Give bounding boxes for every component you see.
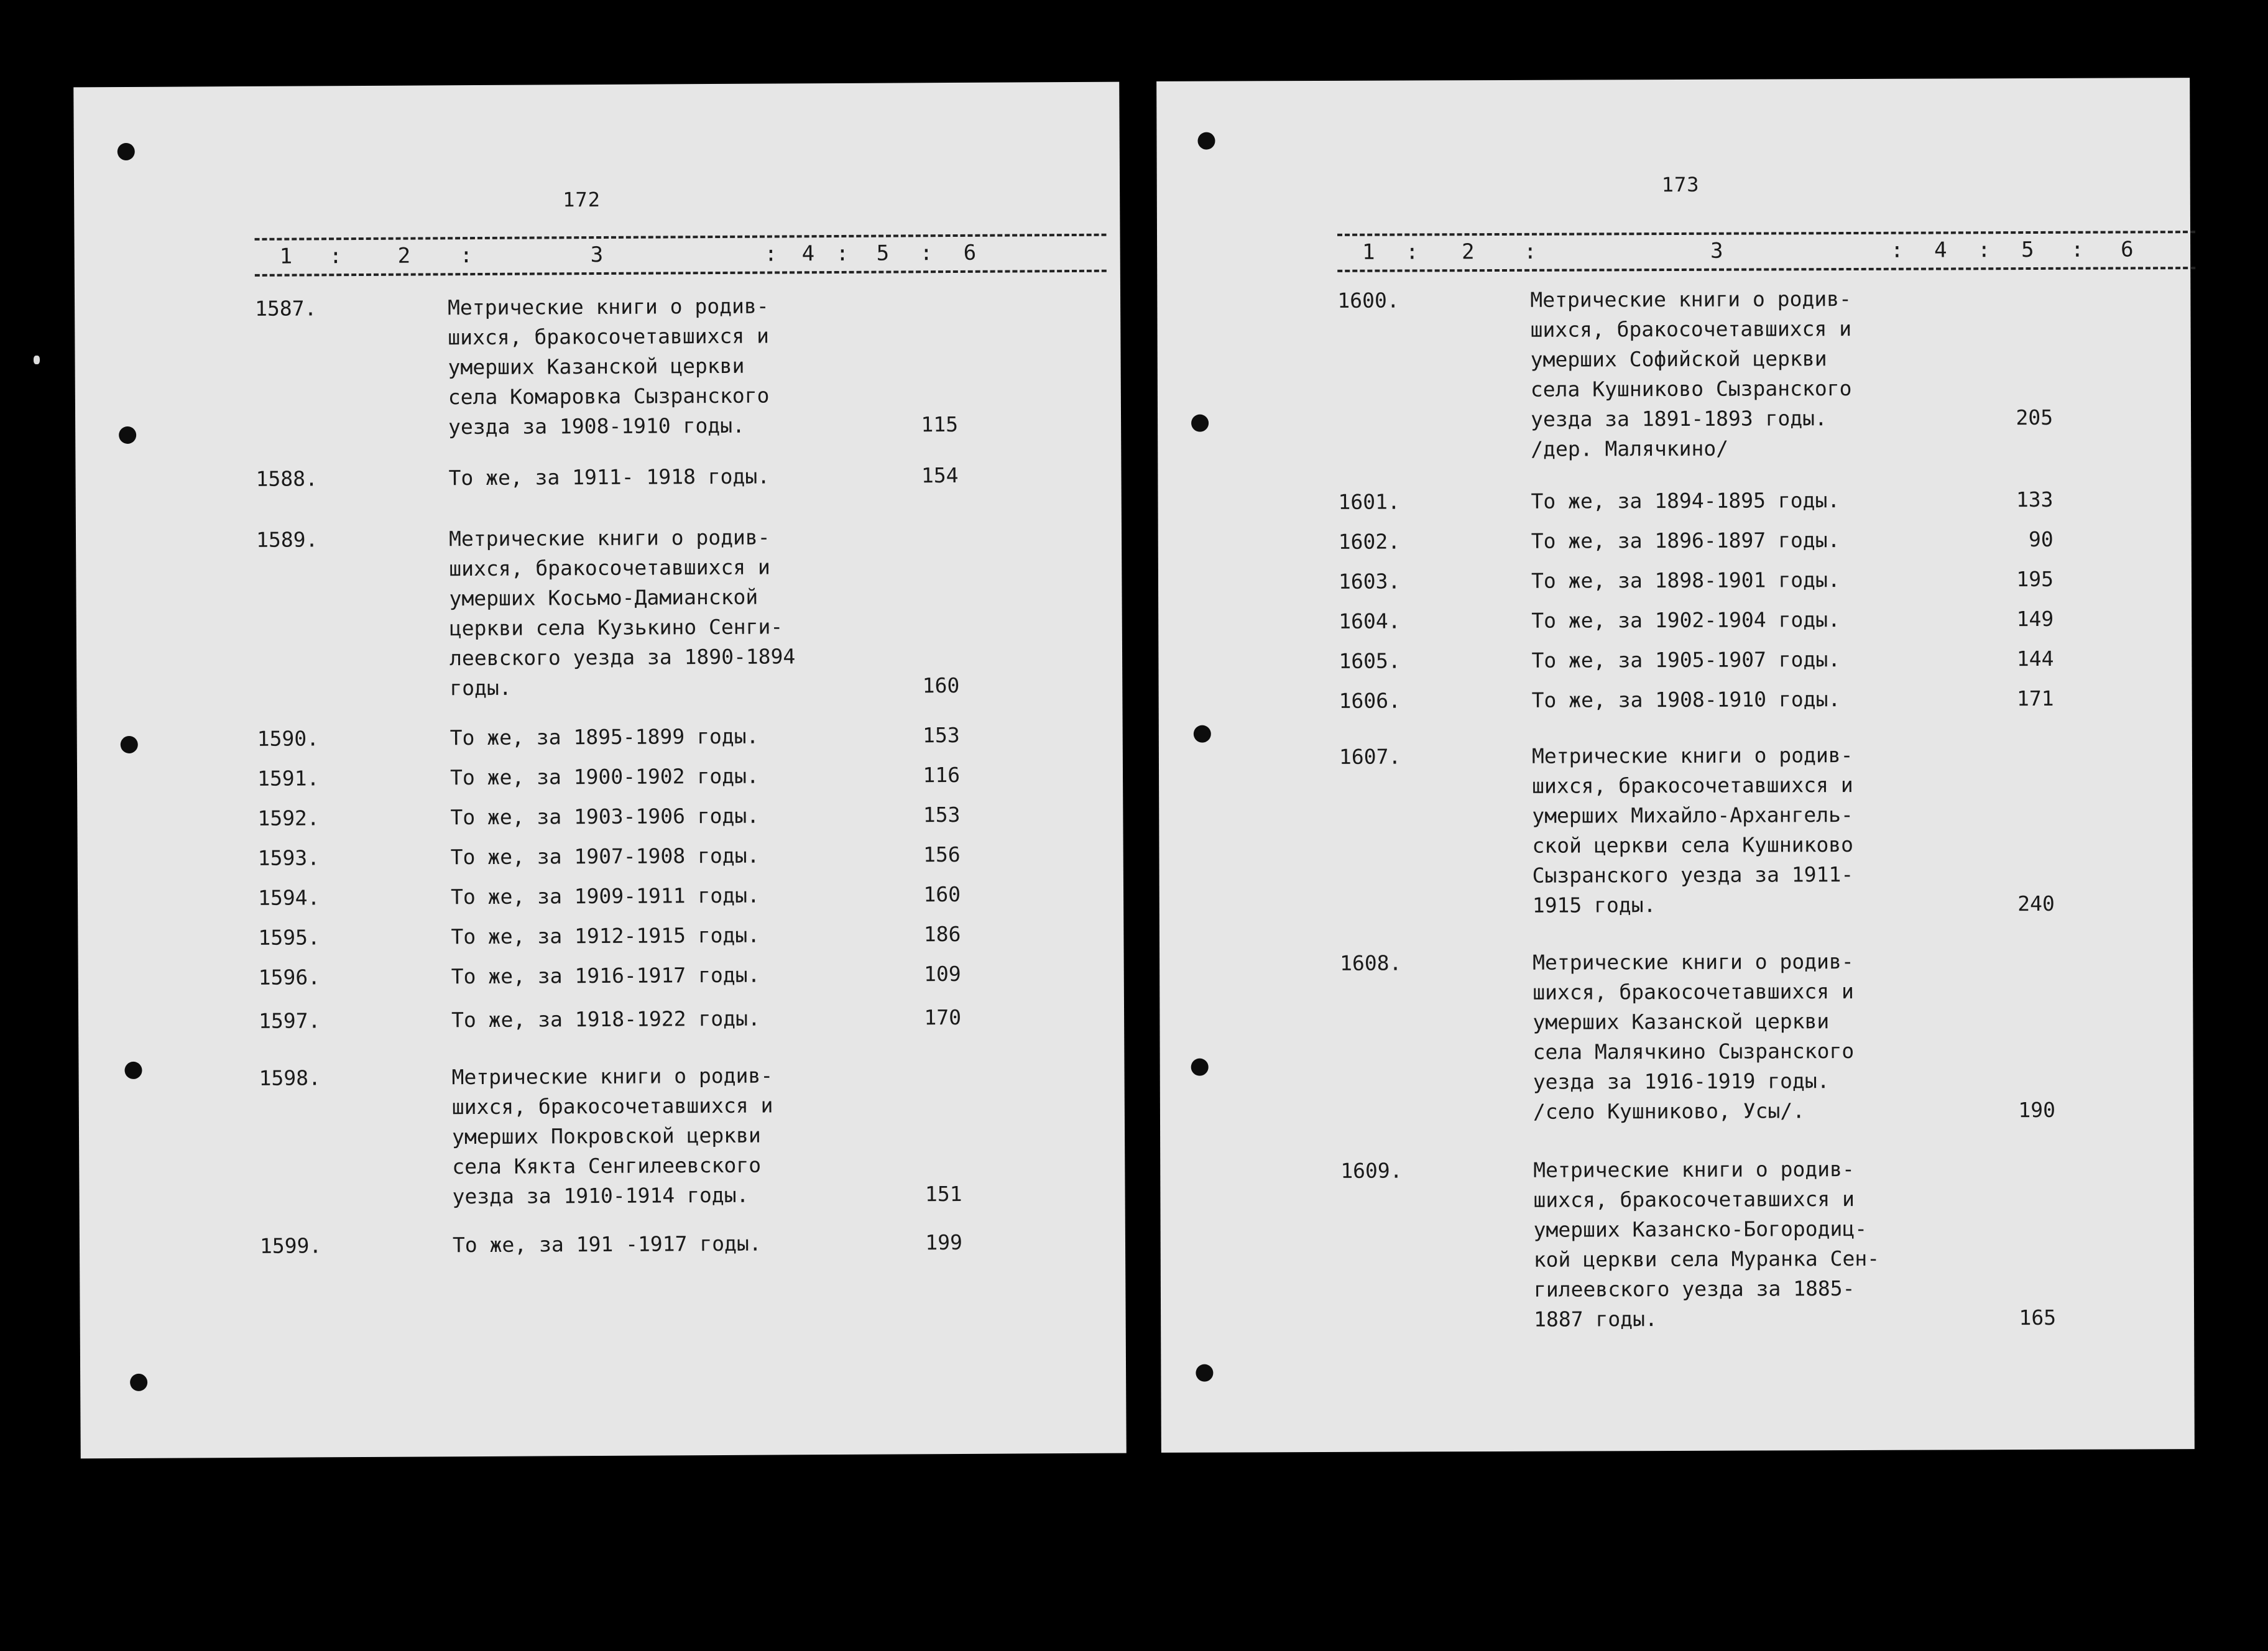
- col-5-label: 5: [876, 241, 890, 266]
- col-sep: :: [920, 241, 933, 266]
- entry-line: То же, за 1895-1899 годы.: [449, 724, 759, 750]
- col-3-label: 3: [1710, 238, 1723, 264]
- list-item: [1160, 1153, 2193, 1331]
- entry-number: 1605.: [1339, 648, 1401, 673]
- dust-speck: [34, 356, 40, 364]
- entry-line: То же, за 1908-1910 годы.: [1531, 687, 1841, 712]
- entry-count: 144: [2016, 646, 2054, 671]
- col-sep: :: [459, 243, 473, 269]
- list-item: [1158, 524, 2192, 554]
- page-number: 173: [1661, 172, 1700, 197]
- entry-count: 154: [921, 462, 959, 488]
- list-item: [78, 839, 1123, 870]
- list-item: [80, 1227, 1125, 1258]
- entry-line: ской церкви села Кушниково: [1532, 832, 1854, 858]
- header-rule: [1337, 231, 2195, 236]
- list-item: [75, 460, 1121, 491]
- list-item: [1158, 564, 2192, 594]
- entry-count: 205: [2016, 405, 2054, 430]
- col-sep: :: [1524, 239, 1537, 264]
- binding-hole: [124, 1062, 142, 1079]
- entry-count: 90: [2028, 527, 2054, 552]
- entry-number: 1608.: [1340, 950, 1402, 975]
- entry-count: 195: [2016, 566, 2054, 592]
- entry-count: 160: [923, 881, 961, 907]
- entry-description: [451, 920, 886, 952]
- entry-line: Метрические книги о родив-: [447, 293, 769, 320]
- entry-line: Метрические книги о родив-: [1531, 743, 1853, 768]
- entry-line: умерших Косьмо-Дамианской: [449, 584, 758, 611]
- entry-number: 1597.: [259, 1008, 321, 1033]
- entry-number: 1602.: [1338, 529, 1401, 554]
- list-item: [1159, 739, 2192, 917]
- entry-number: 1589.: [256, 527, 318, 552]
- entry-line: То же, за 1909-1911 годы.: [450, 883, 760, 909]
- col-3-label: 3: [590, 242, 604, 268]
- list-item: [78, 959, 1124, 990]
- entry-description: [450, 721, 885, 753]
- entry-number: 1587.: [255, 296, 317, 321]
- entry-description: [449, 522, 885, 704]
- entry-number: 1590.: [257, 726, 320, 751]
- entry-description: [450, 801, 885, 833]
- entry-line: Сызранского уезда за 1911-: [1532, 862, 1854, 888]
- entry-line: села Кякта Сенгилеевского: [452, 1152, 762, 1179]
- entry-line: Метрические книги о родив-: [1533, 1156, 1855, 1182]
- column-header: [1337, 226, 2195, 278]
- entry-description: [1530, 283, 1966, 464]
- entry-line: уезда за 1916-1919 годы.: [1533, 1069, 1830, 1094]
- entry-count: 156: [923, 842, 961, 867]
- header-rule: [1337, 267, 2195, 272]
- entry-line: села Комаровка Сызранского: [448, 383, 770, 410]
- col-sep: :: [764, 241, 778, 267]
- list-item: [77, 760, 1123, 791]
- entry-count: 109: [924, 961, 961, 986]
- entry-count: 115: [921, 412, 959, 437]
- list-item: [75, 290, 1120, 439]
- entry-description: [450, 761, 885, 793]
- entry-line: Метрические книги о родив-: [1533, 949, 1854, 975]
- col-sep: :: [2071, 237, 2084, 262]
- entry-count: 199: [925, 1230, 963, 1255]
- binding-hole: [1194, 725, 1211, 743]
- entry-line: /село Кушниково, Усы/.: [1533, 1098, 1805, 1124]
- list-item: [78, 1059, 1124, 1209]
- entry-count: 153: [923, 802, 961, 827]
- binding-hole: [1197, 132, 1215, 150]
- entry-line: шихся, бракосочетавшихся и: [449, 554, 770, 581]
- entry-count: 165: [2019, 1305, 2057, 1330]
- entry-line: То же, за 1918-1922 годы.: [451, 1006, 760, 1032]
- entry-description: [451, 1060, 887, 1212]
- entry-description: [1531, 644, 1966, 675]
- list-item: [1157, 283, 2190, 461]
- col-sep: :: [329, 244, 343, 269]
- entry-count: 153: [923, 722, 960, 748]
- binding-hole: [119, 426, 136, 444]
- entry-line: шихся, бракосочетавшихся и: [448, 323, 770, 350]
- entry-line: Метрические книги о родив-: [451, 1063, 773, 1090]
- entry-description: [1532, 740, 1968, 920]
- entry-line: уезда за 1891-1893 годы.: [1530, 406, 1827, 431]
- col-sep: :: [1978, 237, 1991, 263]
- entry-line: То же, за 1905-1907 годы.: [1531, 647, 1841, 673]
- list-item: [1159, 945, 2193, 1124]
- binding-hole: [130, 1374, 147, 1391]
- binding-hole: [1191, 1059, 1209, 1076]
- entry-count: 133: [2016, 487, 2054, 512]
- col-4-label: 4: [1934, 237, 1947, 263]
- entry-count: 190: [2018, 1097, 2056, 1123]
- entry-number: 1606.: [1339, 688, 1401, 713]
- left-page: [73, 82, 1127, 1459]
- entry-line: умерших Михайло-Архангель-: [1532, 803, 1853, 828]
- entry-number: 1596.: [258, 965, 321, 990]
- col-sep: :: [1891, 237, 1904, 263]
- entry-line: гилеевского уезда за 1885-: [1533, 1276, 1855, 1302]
- col-1-label: 1: [1362, 239, 1375, 265]
- entry-line: То же, за 1902-1904 годы.: [1531, 607, 1840, 633]
- list-item: [76, 521, 1122, 701]
- header-rule: [255, 270, 1107, 277]
- entry-description: [1533, 946, 1968, 1126]
- entry-line: уезда за 1910-1914 годы.: [452, 1182, 749, 1209]
- entry-description: [448, 461, 883, 494]
- col-6-label: 6: [2121, 237, 2134, 262]
- entry-number: 1601.: [1338, 489, 1400, 514]
- entry-number: 1588.: [256, 466, 318, 491]
- col-2-label: 2: [1462, 239, 1475, 265]
- entry-line: То же, за 191 -1917 годы.: [452, 1231, 762, 1258]
- entry-count: 171: [2016, 686, 2054, 711]
- entry-line: То же, за 1912-1915 годы.: [451, 922, 760, 949]
- entry-line: годы.: [449, 675, 512, 701]
- entry-line: умерших Покровской церкви: [451, 1123, 761, 1149]
- header-rule: [255, 234, 1107, 241]
- col-5-label: 5: [2021, 237, 2034, 263]
- entry-line: леевского уезда за 1890-1894: [449, 644, 796, 671]
- col-6-label: 6: [963, 240, 977, 265]
- entry-line: шихся, бракосочетавшихся и: [1533, 1186, 1855, 1212]
- list-item: [1158, 604, 2192, 633]
- entry-description: [1531, 485, 1966, 516]
- entry-number: 1593.: [257, 845, 320, 870]
- entry-line: шихся, бракосочетавшихся и: [1532, 773, 1853, 798]
- entry-line: села Малячкино Сызранского: [1533, 1039, 1855, 1064]
- col-2-label: 2: [397, 243, 411, 269]
- entry-line: шихся, бракосочетавшихся и: [1530, 316, 1852, 342]
- list-item: [78, 879, 1123, 910]
- col-sep: :: [836, 241, 849, 267]
- binding-hole: [118, 143, 135, 160]
- entry-line: То же, за 1911- 1918 годы.: [448, 464, 770, 490]
- entry-number: 1591.: [257, 766, 320, 791]
- entry-line: То же, за 1898-1901 годы.: [1531, 568, 1840, 593]
- col-4-label: 4: [801, 241, 815, 267]
- entry-description: [1532, 684, 1967, 715]
- entry-description: [1531, 604, 1966, 635]
- entry-description: [1531, 564, 1966, 596]
- entry-description: [451, 1003, 887, 1036]
- entry-line: То же, за 1894-1895 годы.: [1531, 488, 1840, 513]
- entry-line: То же, за 1896-1897 годы.: [1531, 528, 1840, 553]
- list-item: [1158, 643, 2192, 673]
- entry-number: 1594.: [257, 885, 320, 910]
- entry-line: Метрические книги о родив-: [448, 525, 770, 551]
- entry-number: 1592.: [257, 806, 320, 830]
- entry-number: 1609.: [1340, 1158, 1403, 1183]
- entry-count: 160: [922, 673, 960, 698]
- list-item: [1158, 484, 2191, 514]
- entry-count: 151: [924, 1181, 962, 1207]
- list-item: [78, 1002, 1124, 1033]
- entry-count: 186: [923, 921, 961, 947]
- entry-line: 1887 годы.: [1534, 1307, 1657, 1331]
- entry-line: уезда за 1908-1910 годы.: [448, 413, 745, 439]
- entry-line: церкви села Кузькино Сенги-: [449, 614, 783, 641]
- list-item: [77, 720, 1123, 751]
- entry-line: умерших Казанско-Богородиц-: [1533, 1216, 1868, 1242]
- entry-line: То же, за 1916-1917 годы.: [451, 962, 760, 989]
- binding-hole: [1191, 415, 1209, 432]
- binding-hole: [121, 736, 138, 753]
- entry-number: 1607.: [1339, 744, 1401, 769]
- entry-line: То же, за 1900-1902 годы.: [449, 763, 759, 790]
- entry-line: села Кушниково Сызранского: [1530, 376, 1852, 402]
- entry-count: 170: [924, 1005, 962, 1030]
- entry-description: [1531, 525, 1966, 556]
- entry-description: [448, 291, 883, 443]
- right-page: [1156, 78, 2195, 1453]
- entry-count: 240: [2017, 891, 2055, 916]
- entry-line: /дер. Малячкино/: [1531, 436, 1729, 461]
- entry-line: кой церкви села Муранка Сен-: [1533, 1246, 1880, 1272]
- entry-description: [451, 880, 886, 913]
- entry-count: 149: [2016, 606, 2054, 632]
- entry-line: шихся, бракосочетавшихся и: [451, 1093, 773, 1120]
- entry-number: 1599.: [259, 1233, 322, 1258]
- entry-line: 1915 годы.: [1532, 893, 1656, 917]
- page-number: 172: [563, 187, 601, 212]
- entry-description: [451, 960, 887, 992]
- entry-number: 1598.: [259, 1065, 321, 1090]
- entry-number: 1603.: [1338, 569, 1401, 594]
- binding-hole: [1196, 1364, 1213, 1382]
- entry-line: Метрические книги о родив-: [1530, 287, 1852, 312]
- column-header: [254, 229, 1106, 283]
- entry-description: [1533, 1154, 1969, 1334]
- entry-line: То же, за 1903-1906 годы.: [450, 803, 760, 830]
- entry-number: 1595.: [258, 925, 320, 950]
- list-item: [77, 799, 1123, 830]
- list-item: [1159, 683, 2192, 713]
- entry-count: 116: [923, 762, 961, 788]
- col-1-label: 1: [279, 244, 293, 269]
- entry-line: умерших Софийской церкви: [1530, 346, 1827, 372]
- entry-description: [453, 1228, 888, 1261]
- entry-line: умерших Казанской церкви: [448, 353, 745, 380]
- entry-number: 1600.: [1337, 288, 1399, 313]
- entry-line: шихся, бракосочетавшихся и: [1533, 979, 1854, 1005]
- col-sep: :: [1406, 239, 1419, 265]
- entry-description: [451, 840, 886, 873]
- list-item: [78, 919, 1123, 950]
- entry-line: умерших Казанской церкви: [1533, 1009, 1830, 1034]
- entry-line: То же, за 1907-1908 годы.: [450, 843, 760, 870]
- entry-number: 1604.: [1339, 609, 1401, 633]
